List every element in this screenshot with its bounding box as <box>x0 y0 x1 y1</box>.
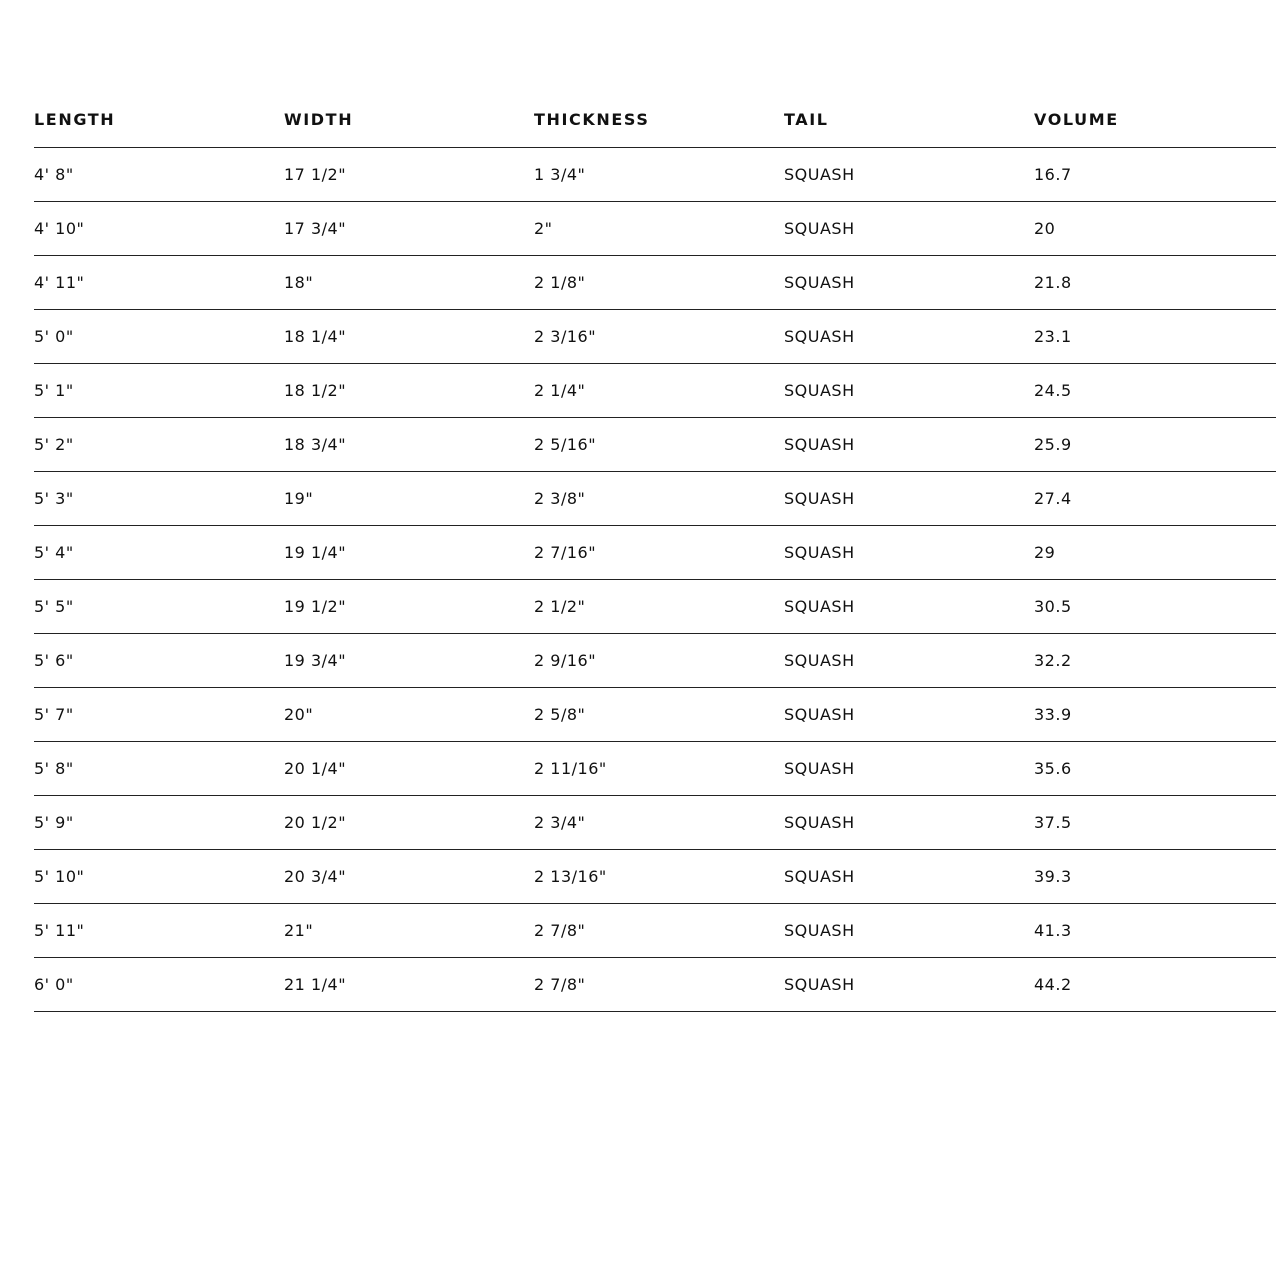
cell-length: 5' 4" <box>34 526 284 580</box>
cell-thickness: 2 13/16" <box>534 850 784 904</box>
cell-volume: 33.9 <box>1034 688 1276 742</box>
cell-thickness: 2 7/8" <box>534 904 784 958</box>
table-row <box>34 904 1276 958</box>
cell-length: 5' 8" <box>34 742 284 796</box>
cell-tail: SQUASH <box>784 256 1034 310</box>
cell-width: 21 1/4" <box>284 958 534 1012</box>
cell-width: 20" <box>284 688 534 742</box>
cell-width: 17 3/4" <box>284 202 534 256</box>
table-row <box>34 796 1276 850</box>
cell-width: 20 1/4" <box>284 742 534 796</box>
cell-thickness: 1 3/4" <box>534 148 784 202</box>
table-row <box>34 688 1276 742</box>
header-width: WIDTH <box>284 92 534 148</box>
cell-thickness: 2" <box>534 202 784 256</box>
cell-tail: SQUASH <box>784 580 1034 634</box>
cell-length: 5' 6" <box>34 634 284 688</box>
cell-tail: SQUASH <box>784 688 1034 742</box>
cell-width: 20 3/4" <box>284 850 534 904</box>
cell-volume: 41.3 <box>1034 904 1276 958</box>
cell-length: 5' 1" <box>34 364 284 418</box>
table-row <box>34 364 1276 418</box>
cell-tail: SQUASH <box>784 634 1034 688</box>
cell-width: 18" <box>284 256 534 310</box>
cell-tail: SQUASH <box>784 850 1034 904</box>
cell-length: 4' 8" <box>34 148 284 202</box>
cell-tail: SQUASH <box>784 796 1034 850</box>
cell-width: 19 3/4" <box>284 634 534 688</box>
table-row <box>34 580 1276 634</box>
cell-volume: 21.8 <box>1034 256 1276 310</box>
table-row <box>34 526 1276 580</box>
table-row <box>34 202 1276 256</box>
cell-tail: SQUASH <box>784 202 1034 256</box>
cell-width: 18 1/4" <box>284 310 534 364</box>
cell-volume: 27.4 <box>1034 472 1276 526</box>
header-length: LENGTH <box>34 92 284 148</box>
cell-width: 21" <box>284 904 534 958</box>
header-thickness: THICKNESS <box>534 92 784 148</box>
cell-thickness: 2 1/4" <box>534 364 784 418</box>
cell-thickness: 2 5/8" <box>534 688 784 742</box>
cell-thickness: 2 5/16" <box>534 418 784 472</box>
cell-length: 5' 5" <box>34 580 284 634</box>
cell-volume: 24.5 <box>1034 364 1276 418</box>
cell-volume: 29 <box>1034 526 1276 580</box>
table-row <box>34 472 1276 526</box>
cell-volume: 39.3 <box>1034 850 1276 904</box>
cell-length: 5' 9" <box>34 796 284 850</box>
cell-width: 19 1/4" <box>284 526 534 580</box>
cell-length: 6' 0" <box>34 958 284 1012</box>
cell-volume: 23.1 <box>1034 310 1276 364</box>
cell-volume: 30.5 <box>1034 580 1276 634</box>
cell-length: 4' 11" <box>34 256 284 310</box>
table-body <box>34 148 1276 1012</box>
table-row <box>34 634 1276 688</box>
header-row <box>34 92 1276 148</box>
cell-thickness: 2 1/8" <box>534 256 784 310</box>
cell-tail: SQUASH <box>784 526 1034 580</box>
table-row <box>34 256 1276 310</box>
cell-length: 5' 3" <box>34 472 284 526</box>
cell-thickness: 2 7/8" <box>534 958 784 1012</box>
cell-thickness: 2 3/16" <box>534 310 784 364</box>
cell-tail: SQUASH <box>784 310 1034 364</box>
table-row <box>34 958 1276 1012</box>
cell-width: 17 1/2" <box>284 148 534 202</box>
cell-thickness: 2 7/16" <box>534 526 784 580</box>
cell-length: 5' 10" <box>34 850 284 904</box>
cell-length: 5' 2" <box>34 418 284 472</box>
cell-thickness: 2 9/16" <box>534 634 784 688</box>
cell-width: 19 1/2" <box>284 580 534 634</box>
cell-tail: SQUASH <box>784 364 1034 418</box>
cell-volume: 25.9 <box>1034 418 1276 472</box>
cell-length: 5' 0" <box>34 310 284 364</box>
cell-tail: SQUASH <box>784 418 1034 472</box>
cell-volume: 44.2 <box>1034 958 1276 1012</box>
cell-volume: 32.2 <box>1034 634 1276 688</box>
cell-thickness: 2 1/2" <box>534 580 784 634</box>
cell-length: 5' 11" <box>34 904 284 958</box>
cell-thickness: 2 11/16" <box>534 742 784 796</box>
cell-length: 4' 10" <box>34 202 284 256</box>
cell-volume: 35.6 <box>1034 742 1276 796</box>
table-row <box>34 310 1276 364</box>
table-row <box>34 850 1276 904</box>
header-volume: VOLUME <box>1034 92 1276 148</box>
table-header <box>34 92 1276 148</box>
cell-volume: 37.5 <box>1034 796 1276 850</box>
cell-tail: SQUASH <box>784 904 1034 958</box>
cell-length: 5' 7" <box>34 688 284 742</box>
table-row <box>34 742 1276 796</box>
cell-volume: 16.7 <box>1034 148 1276 202</box>
table-row <box>34 418 1276 472</box>
cell-volume: 20 <box>1034 202 1276 256</box>
cell-tail: SQUASH <box>784 742 1034 796</box>
cell-width: 18 3/4" <box>284 418 534 472</box>
cell-width: 18 1/2" <box>284 364 534 418</box>
cell-width: 20 1/2" <box>284 796 534 850</box>
header-tail: TAIL <box>784 92 1034 148</box>
cell-thickness: 2 3/8" <box>534 472 784 526</box>
cell-thickness: 2 3/4" <box>534 796 784 850</box>
cell-tail: SQUASH <box>784 958 1034 1012</box>
table-row <box>34 148 1276 202</box>
board-size-table <box>34 92 1276 1012</box>
cell-width: 19" <box>284 472 534 526</box>
cell-tail: SQUASH <box>784 472 1034 526</box>
cell-tail: SQUASH <box>784 148 1034 202</box>
